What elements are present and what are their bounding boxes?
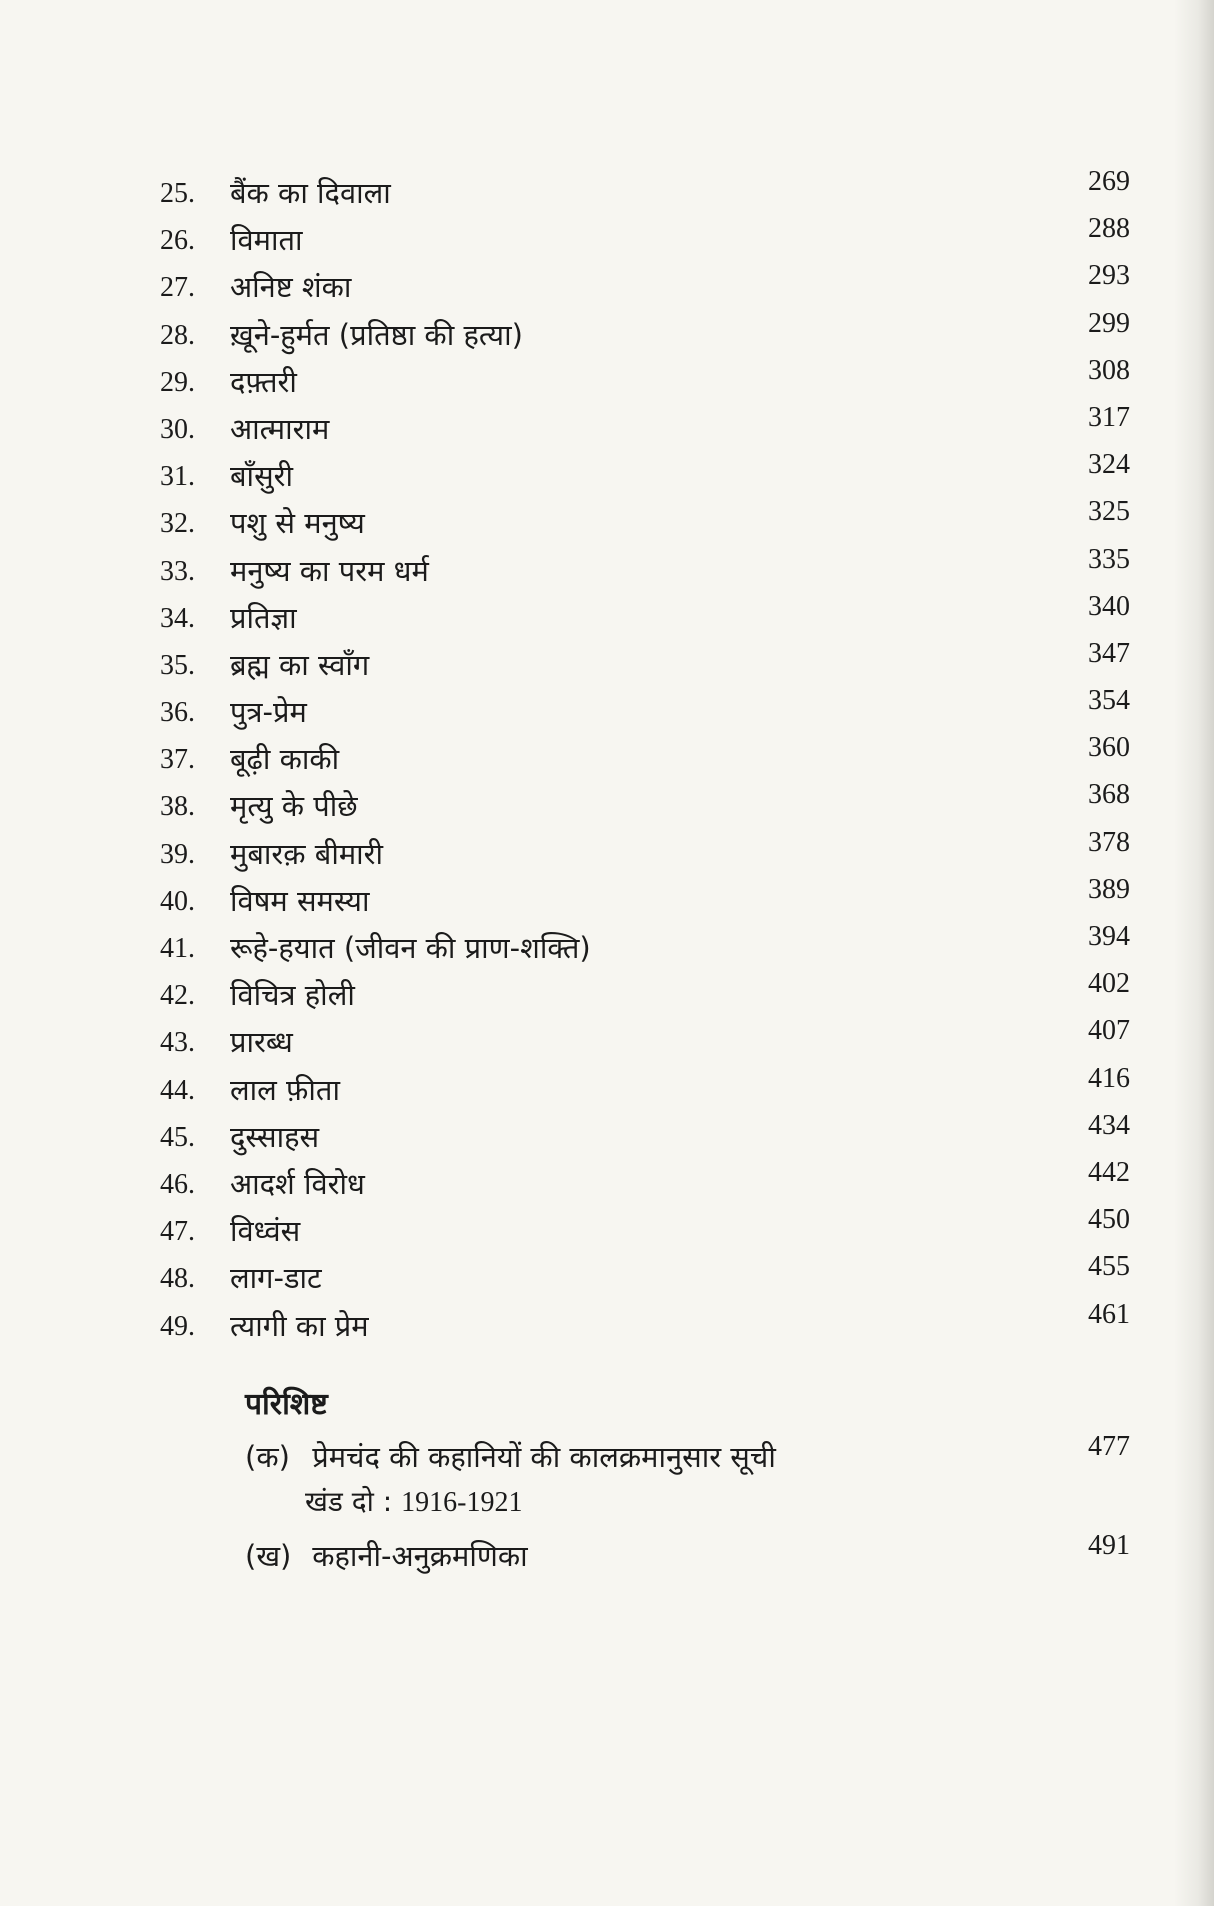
toc-entry (160, 354, 1130, 406)
toc-entry-title: पशु से मनुष्य (230, 506, 365, 541)
table-of-contents (160, 166, 1130, 1350)
toc-entry (160, 921, 1130, 972)
toc-entry-number: 49. (160, 1310, 195, 1342)
toc-entry-number: 46. (160, 1168, 195, 1200)
toc-entry (160, 543, 1130, 595)
toc-entry-number: 38. (160, 791, 195, 823)
toc-entry (160, 166, 1130, 217)
toc-entry-page: 389 (1088, 873, 1130, 905)
toc-entry-title: दफ़्तरी (230, 364, 297, 399)
toc-entry-number: 30. (160, 413, 195, 445)
toc-entry-page: 288 (1088, 213, 1130, 245)
toc-entry-number: 40. (160, 885, 195, 917)
appendix-section (245, 1382, 1130, 1579)
toc-entry-title: आत्माराम (230, 411, 330, 446)
toc-entry-title: लाग-डाट (230, 1261, 322, 1296)
toc-entry (160, 1298, 1130, 1350)
toc-entry-page: 402 (1088, 968, 1130, 1000)
toc-entry-number: 48. (160, 1263, 195, 1295)
toc-entry (160, 968, 1130, 1019)
toc-entry-page: 368 (1088, 779, 1130, 811)
toc-entry-number: 37. (160, 744, 195, 776)
toc-entry-title: बैंक का दिवाला (230, 176, 391, 210)
appendix-item-a-title: प्रेमचंद की कहानियों की कालक्रमानुसार सूची (312, 1440, 776, 1474)
appendix-item-b-title: कहानी-अनुक्रमणिका (312, 1539, 528, 1573)
toc-entry (160, 1109, 1130, 1161)
toc-entry-page: 308 (1088, 354, 1130, 386)
toc-entry (160, 873, 1130, 925)
toc-entry-title: लाल फ़ीता (230, 1072, 340, 1107)
toc-entry-title: अनिष्ट शंका (230, 270, 352, 305)
appendix-item-a-sub-prefix: खंड दो : (305, 1485, 393, 1518)
toc-entry (160, 779, 1130, 830)
toc-entry-number: 27. (160, 272, 195, 304)
toc-entry-title: मनुष्य का परम धर्म (230, 553, 429, 588)
toc-entry-page: 394 (1088, 921, 1130, 952)
toc-entry-page: 378 (1088, 826, 1130, 858)
toc-entry (160, 1204, 1130, 1255)
toc-entry-title: प्रतिज्ञा (230, 600, 297, 635)
toc-entry-number: 45. (160, 1121, 195, 1153)
toc-entry-page: 434 (1088, 1109, 1130, 1141)
appendix-item-a-label: (क) (245, 1440, 290, 1474)
toc-entry-page: 442 (1088, 1156, 1130, 1188)
toc-entry-page: 416 (1088, 1062, 1130, 1094)
toc-entry-number: 47. (160, 1216, 195, 1248)
toc-entry-page: 450 (1088, 1204, 1130, 1236)
toc-entry-page: 324 (1088, 449, 1130, 481)
toc-entry (160, 826, 1130, 878)
appendix-item-b (245, 1530, 1130, 1579)
toc-entry-page: 325 (1088, 496, 1130, 528)
toc-entry-page: 317 (1088, 401, 1130, 433)
toc-entry-number: 39. (160, 838, 195, 870)
toc-entry-title: प्रारब्ध (230, 1025, 293, 1060)
toc-entry (160, 590, 1130, 642)
toc-entry-title: विषम समस्या (230, 883, 370, 918)
toc-entry-number: 31. (160, 461, 195, 493)
toc-entry-title: आदर्श विरोध (230, 1166, 365, 1201)
toc-entry-number: 34. (160, 602, 195, 634)
toc-entry-number: 26. (160, 225, 195, 257)
toc-entry-title: बूढ़ी काकी (230, 742, 340, 777)
toc-entry-page: 354 (1088, 685, 1130, 717)
toc-entry (160, 1156, 1130, 1208)
toc-entry-page: 461 (1088, 1298, 1130, 1330)
toc-entry-number: 44. (160, 1074, 195, 1106)
toc-entry-page: 269 (1088, 166, 1130, 197)
toc-entry-number: 41. (160, 933, 195, 964)
toc-entry (160, 260, 1130, 311)
toc-entry (160, 685, 1130, 736)
toc-entry-page: 340 (1088, 590, 1130, 622)
toc-entry (160, 496, 1130, 547)
toc-entry-number: 25. (160, 178, 195, 209)
appendix-item-a-page: 477 (1088, 1431, 1130, 1462)
toc-entry-page: 335 (1088, 543, 1130, 575)
toc-entry-title: रूहे-हयात (जीवन की प्राण-शक्ति) (230, 931, 591, 965)
appendix-item-a (245, 1431, 1130, 1480)
toc-entry-title: ख़ूने-हुर्मत (प्रतिष्ठा की हत्या) (230, 317, 523, 352)
toc-entry-title: ब्रह्म का स्वाँग (230, 647, 370, 682)
toc-entry (160, 307, 1130, 359)
appendix-item-a-subtitle (245, 1480, 1130, 1525)
toc-entry-page: 407 (1088, 1015, 1130, 1047)
toc-entry (160, 1251, 1130, 1302)
toc-entry (160, 213, 1130, 264)
toc-entry-title: विध्वंस (230, 1214, 301, 1249)
toc-entry (160, 732, 1130, 783)
toc-entry-title: मुबारक़ बीमारी (230, 836, 384, 871)
toc-entry-number: 43. (160, 1027, 195, 1059)
toc-entry (160, 401, 1130, 453)
toc-entry-title: मृत्यु के पीछे (230, 789, 358, 824)
toc-entry-number: 29. (160, 366, 195, 398)
page-edge-shadow (1174, 0, 1214, 1906)
toc-entry-number: 28. (160, 319, 195, 351)
toc-entry-title: बाँसुरी (230, 459, 294, 494)
toc-entry (160, 637, 1130, 689)
toc-entry-number: 35. (160, 649, 195, 681)
toc-entry (160, 1015, 1130, 1066)
toc-entry-number: 36. (160, 697, 195, 729)
toc-entry (160, 1062, 1130, 1114)
toc-entry-page: 347 (1088, 637, 1130, 669)
toc-entry-page: 299 (1088, 307, 1130, 339)
toc-entry-number: 32. (160, 508, 195, 540)
toc-entry-page: 360 (1088, 732, 1130, 764)
appendix-item-b-page: 491 (1088, 1530, 1130, 1561)
toc-entry-title: पुत्र-प्रेम (230, 695, 307, 730)
toc-entry-number: 42. (160, 980, 195, 1012)
appendix-item-a-sub-range: 1916-1921 (401, 1487, 523, 1518)
appendix-heading: परिशिष्ट (245, 1387, 328, 1422)
toc-entry-title: त्यागी का प्रेम (230, 1308, 369, 1343)
toc-entry-title: दुस्साहस (230, 1119, 320, 1154)
toc-entry-page: 455 (1088, 1251, 1130, 1283)
toc-entry-title: विमाता (230, 223, 303, 258)
toc-entry-page: 293 (1088, 260, 1130, 292)
toc-entry (160, 449, 1130, 500)
toc-entry-number: 33. (160, 555, 195, 587)
toc-entry-title: विचित्र होली (230, 978, 355, 1013)
appendix-item-b-label: (ख) (245, 1539, 292, 1573)
